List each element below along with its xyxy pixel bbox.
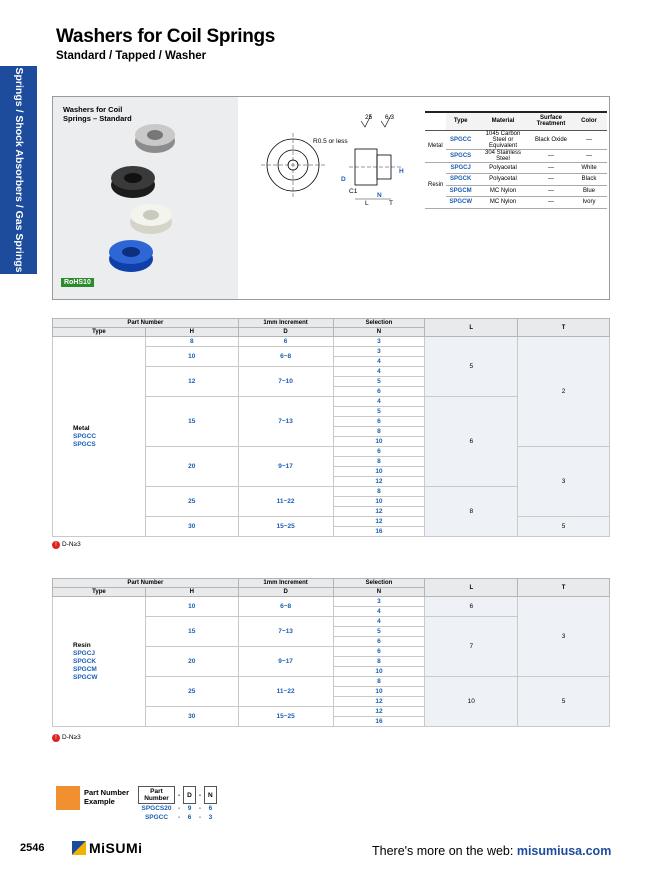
dim-n: N [377, 192, 382, 199]
category-tab-label: Springs / Shock Absorbers / Gas Springs [12, 67, 25, 273]
material-table: Type Material Surface Treatment Color Metal SPGCC 1045 Carbon Steel or Equivalent Black Oxide — SPGCS 304 Stainless Steel — — Resin SPGCJ Polyacetal — White SPGCK Polyacetal — Black SPGCM MC Nylon — Blue SPGCW MC Nylon — Ivory [425, 111, 607, 209]
dim-l: L [365, 200, 369, 207]
product-panel [52, 96, 610, 300]
mat-header-treatment: Surface Treatment [531, 112, 571, 130]
dim-t: T [389, 200, 393, 207]
photo-caption: Washers for Coil Springs – Standard [63, 105, 132, 123]
category-tab[interactable] [0, 66, 37, 274]
metal-selection-table: Part Number 1mm Increment Selection L T Type H D N Metal SPGCC SPGCS 8 6 3 5 2 10 6~8 3 4 12 7~10 4 5 6 15 7~13 4 6 5 6 8 10 20 9~17 6 3 8 10 12 25 11~22 8 8 10 12 30 15~25 12 5 16 [52, 318, 610, 537]
web-promo[interactable]: There's more on the web: misumiusa.com [372, 844, 612, 858]
misumi-logo-icon [72, 841, 86, 855]
info-icon: ! [52, 541, 60, 549]
part-number-example-table: Part Number - D - N SPGCS20 - 9 - 6 SPGCC - 6 - 3 [138, 786, 217, 822]
r-label: R0.5 or less [313, 138, 348, 145]
product-photo [53, 97, 238, 299]
resin-type-cell: Resin SPGCJ SPGCK SPGCM SPGCW [53, 597, 146, 727]
misumi-logo: MiSUMi [72, 840, 143, 856]
roughness-a: 25 [365, 114, 373, 121]
page-title: Washers for Coil Springs [56, 26, 276, 47]
part-number-label: Part Number Example [84, 788, 130, 806]
resin-note: ! D-N≥3 [52, 734, 81, 742]
info-icon: ! [52, 734, 60, 742]
roughness-b: 6.3 [385, 114, 395, 121]
rohs-badge: RoHS10 [61, 278, 94, 287]
dim-h: H [399, 168, 404, 175]
part-number-icon [56, 786, 80, 810]
mat-header-type: Type [446, 112, 475, 130]
mat-group-metal: Metal [425, 130, 446, 162]
resin-selection-table: Part Number 1mm Increment Selection L T Type H D N Resin SPGCJ SPGCK SPGCM SPGCW 10 6~8 3 6 3 4 15 7~13 4 7 5 6 20 9~17 6 8 10 25 11~22 8 10 5 10 12 30 15~25 12 16 [52, 578, 610, 727]
web-link[interactable]: misumiusa.com [516, 844, 612, 858]
page-subtitle: Standard / Tapped / Washer [56, 50, 207, 62]
mat-header-color: Color [571, 112, 607, 130]
mat-header-material: Material [475, 112, 531, 130]
page-number: 2546 [20, 842, 45, 854]
dim-d: D [341, 176, 346, 183]
metal-type-cell: Metal SPGCC SPGCS [53, 337, 146, 537]
dim-c1: C1 [349, 188, 358, 195]
mat-group-resin: Resin [425, 162, 446, 208]
washer-illustration [53, 97, 238, 299]
metal-note: ! D-N≥3 [52, 541, 81, 549]
